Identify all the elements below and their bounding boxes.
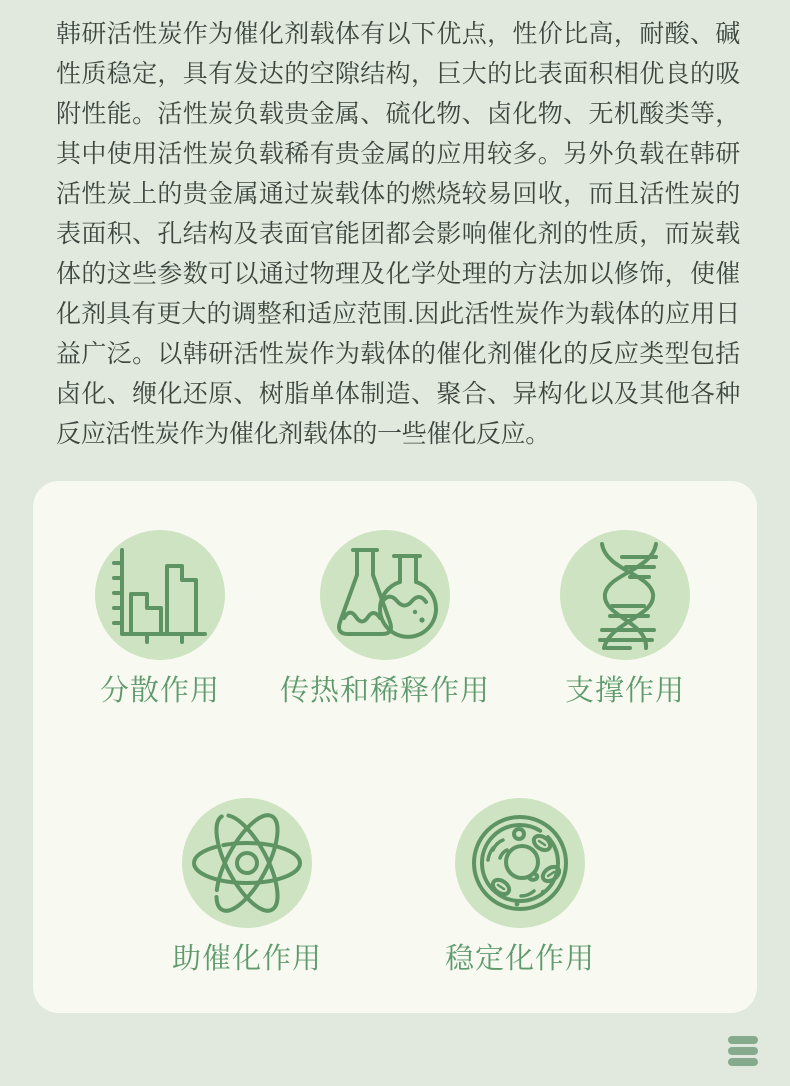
- feature-label: 分散作用: [99, 675, 220, 707]
- dna-icon: [560, 530, 690, 660]
- hamburger-menu-icon[interactable]: [728, 1036, 758, 1066]
- feature-heat-dilution: [270, 530, 500, 706]
- menu-bar: [728, 1058, 758, 1066]
- feature-label: 支撑作用: [564, 675, 685, 707]
- feature-label: 传热和稀释作用: [279, 675, 490, 707]
- flasks-icon: [320, 530, 450, 660]
- menu-bar: [728, 1047, 758, 1055]
- feature-stabilization: [405, 798, 635, 974]
- features-card: [33, 481, 757, 1013]
- feature-label: 助催化作用: [171, 943, 322, 975]
- feature-support: [510, 530, 740, 706]
- atom-icon: [182, 798, 312, 928]
- intro-paragraph: 韩研活性炭作为催化剂载体有以下优点，性价比高，耐酸、碱性质稳定，具有发达的空隙结构，巨大的比表面积相优良的吸附性能。活性炭负载贵金属、硫化物、卤化物、无机酸类等，其中使用活性炭负载稀有贵金属的应用较多。另外负载在韩研活性炭上的贵金属通过炭载体的燃烧较易回收，而且活性炭的表面积、孔结构及表面官能团都会影响催化剂的性质，而炭载体的这些参数可以通过物理及化学处理的方法加以修饰，使催化剂具有更大的调整和适应范围.因此活性炭作为载体的应用日益广泛。以韩研活性炭作为载体的催化剂催化的反应类型包括卤化、缏化还原、树脂单体制造、聚合、异构化以及其他各种反应活性炭作为催化剂载体的一些催化反应。: [56, 20, 740, 448]
- feature-dispersion: [45, 530, 275, 706]
- feature-co-catalysis: [132, 798, 362, 974]
- bar-chart-icon: [95, 530, 225, 660]
- cell-icon: [455, 798, 585, 928]
- feature-label: 稳定化作用: [444, 943, 595, 975]
- menu-bar: [728, 1036, 758, 1044]
